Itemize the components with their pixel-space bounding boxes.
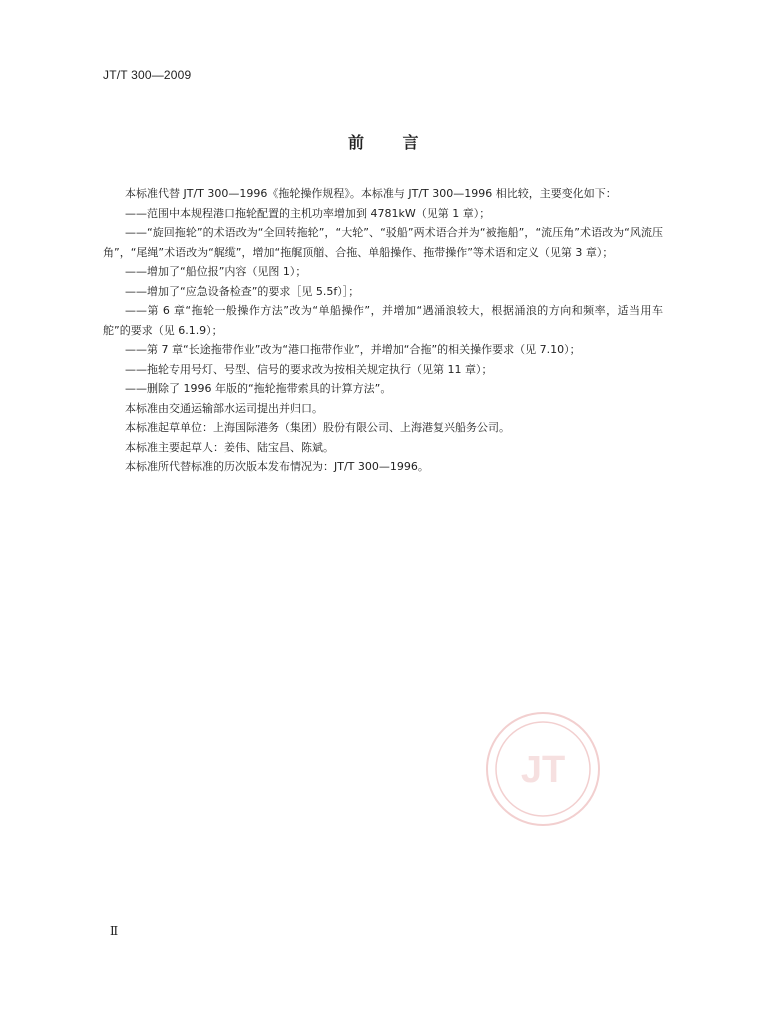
- foreword-body: [103, 184, 663, 477]
- title-part-1: 前: [347, 133, 365, 152]
- paragraph: ——删除了 1996 年版的“拖轮拖带索具的计算方法”。: [125, 382, 392, 395]
- paragraph: ——增加了“船位报”内容（见图 1）；: [125, 265, 307, 278]
- paragraph: 本标准代替 JT/T 300—1996《拖轮操作规程》。本标准与 JT/T 300—1996 相比较，主要变化如下：: [125, 187, 617, 200]
- paragraph: 本标准所代替标准的历次版本发布情况为：JT/T 300—1996。: [125, 460, 429, 473]
- paragraph: ——“旋回拖轮”的术语改为“全回转拖轮”，“大轮”、“驳船”两术语合并为“被拖船”，“流压角”术语改为“风流压角”，“尾绳”术语改为“艉缆”，增加“拖艉顶艏、合拖、单船操作、拖带操作”等术语和定义（见第 3 章）；: [103, 226, 663, 259]
- paragraph: ——第 7 章“长途拖带作业”改为“港口拖带作业”，并增加“合拖”的相关操作要求（见 7.10）；: [125, 343, 581, 356]
- paragraph: ——第 6 章“拖轮一般操作方法”改为“单船操作”，并增加“遇涌浪较大，根据涌浪的方向和频率，适当用车舵”的要求（见 6.1.9）；: [103, 304, 663, 337]
- paragraph: ——范围中本规程港口拖轮配置的主机功率增加到 4781kW（见第 1 章）；: [125, 206, 491, 220]
- paragraph: ——拖轮专用号灯、号型、信号的要求改为按相关规定执行（见第 11 章）；: [125, 362, 493, 376]
- paragraph: ——增加了“应急设备检查”的要求［见 5.5f）］；: [125, 284, 360, 298]
- watermark-text: JT: [520, 749, 566, 791]
- paragraph: 本标准起草单位：上海国际港务（集团）股份有限公司、上海港复兴船务公司。: [125, 421, 510, 434]
- standard-code-header: JT/T 300—2009: [103, 68, 192, 82]
- jt-watermark-seal: [484, 710, 602, 828]
- page-number: Ⅱ: [110, 924, 119, 938]
- page-title: [0, 130, 767, 153]
- paragraph: 本标准主要起草人：姜伟、陆宝昌、陈斌。: [125, 440, 334, 454]
- paragraph: 本标准由交通运输部水运司提出并归口。: [125, 401, 323, 415]
- title-part-2: 言: [402, 133, 420, 152]
